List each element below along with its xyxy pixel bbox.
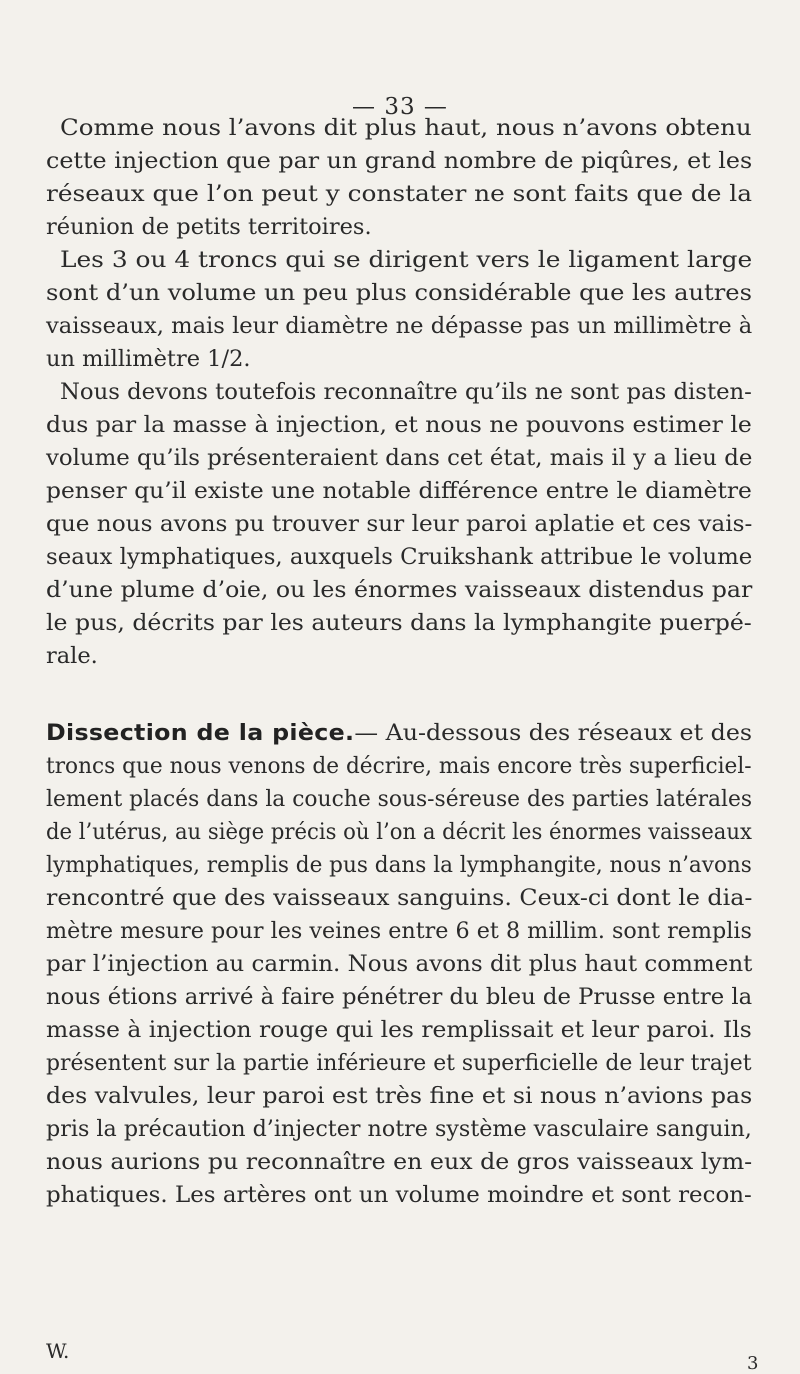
text-line: vaisseaux, mais leur diamètre ne dépasse pas un millimètre à	[46, 313, 753, 339]
text-line: d’une plume d’oie, ou les énormes vaisseaux distendus par	[46, 577, 753, 603]
text-line: de l’utérus, au siège précis où l’on a décrit les énormes vaisseaux	[46, 819, 752, 845]
text-line: présentent sur la partie inférieure et superficielle de leur trajet	[46, 1050, 752, 1076]
text-line: des valvules, leur paroi est très fine et si nous n’avions pas	[46, 1083, 753, 1109]
text-line: mètre mesure pour les veines entre 6 et 8 millim. sont remplis	[46, 918, 752, 944]
text-line: phatiques. Les artères ont un volume moindre et sont recon-	[46, 1182, 752, 1208]
printer-signature: W.	[46, 1339, 70, 1363]
text-line: réunion de petits territoires.	[46, 214, 372, 240]
text-line: rale.	[46, 643, 98, 669]
text-line: lymphatiques, remplis de pus dans la lymphangite, nous n’avons	[46, 852, 752, 878]
text-line: — Au-dessous des réseaux et des	[354, 720, 753, 746]
text-line: cette injection que par un grand nombre de piqûres, et les	[46, 148, 753, 174]
text-line: troncs que nous venons de décrire, mais encore très superficiel-	[46, 753, 752, 779]
text-line: Les 3 ou 4 troncs qui se dirigent vers le ligament large	[60, 247, 753, 273]
text-line: réseaux que l’on peut y constater ne sont faits que de la	[46, 181, 753, 207]
text-line: nous aurions pu reconnaître en eux de gros vaisseaux lym-	[46, 1149, 753, 1175]
text-line: masse à injection rouge qui les remplissait et leur paroi. Ils	[46, 1017, 752, 1043]
text-line: que nous avons pu trouver sur leur paroi aplatie et ces vais-	[46, 511, 753, 537]
section-first-line	[46, 722, 752, 745]
signature-number: 3	[747, 1353, 759, 1374]
text-line: le pus, décrits par les auteurs dans la lymphangite puerpé-	[46, 610, 752, 636]
text-line: sont d’un volume un peu plus considérable que les autres	[46, 280, 752, 306]
text-line: pris la précaution d’injecter notre système vasculaire sanguin,	[46, 1116, 752, 1142]
text-line: un millimètre 1/2.	[46, 346, 251, 372]
section-heading: Dissection de la pièce.	[46, 720, 355, 746]
text-line: Nous devons toutefois reconnaître qu’ils ne sont pas disten-	[60, 379, 752, 405]
text-line: volume qu’ils présenteraient dans cet état, mais il y a lieu de	[46, 445, 753, 471]
text-line: rencontré que des vaisseaux sanguins. Ceux-ci dont le dia-	[46, 885, 753, 911]
text-line: par l’injection au carmin. Nous avons dit plus haut comment	[46, 951, 753, 977]
page-number: — 33 —	[352, 94, 448, 120]
text-line: lement placés dans la couche sous-séreuse des parties latérales	[46, 786, 753, 812]
text-line: dus par la masse à injection, et nous ne pouvons estimer le	[46, 412, 752, 438]
text-line: nous étions arrivé à faire pénétrer du bleu de Prusse entre la	[46, 984, 753, 1010]
text-line: penser qu’il existe une notable différence entre le diamètre	[46, 478, 752, 504]
text-line: seaux lymphatiques, auxquels Cruikshank attribue le volume	[46, 544, 753, 570]
text-line: Comme nous l’avons dit plus haut, nous n’avons obtenu	[60, 115, 752, 141]
